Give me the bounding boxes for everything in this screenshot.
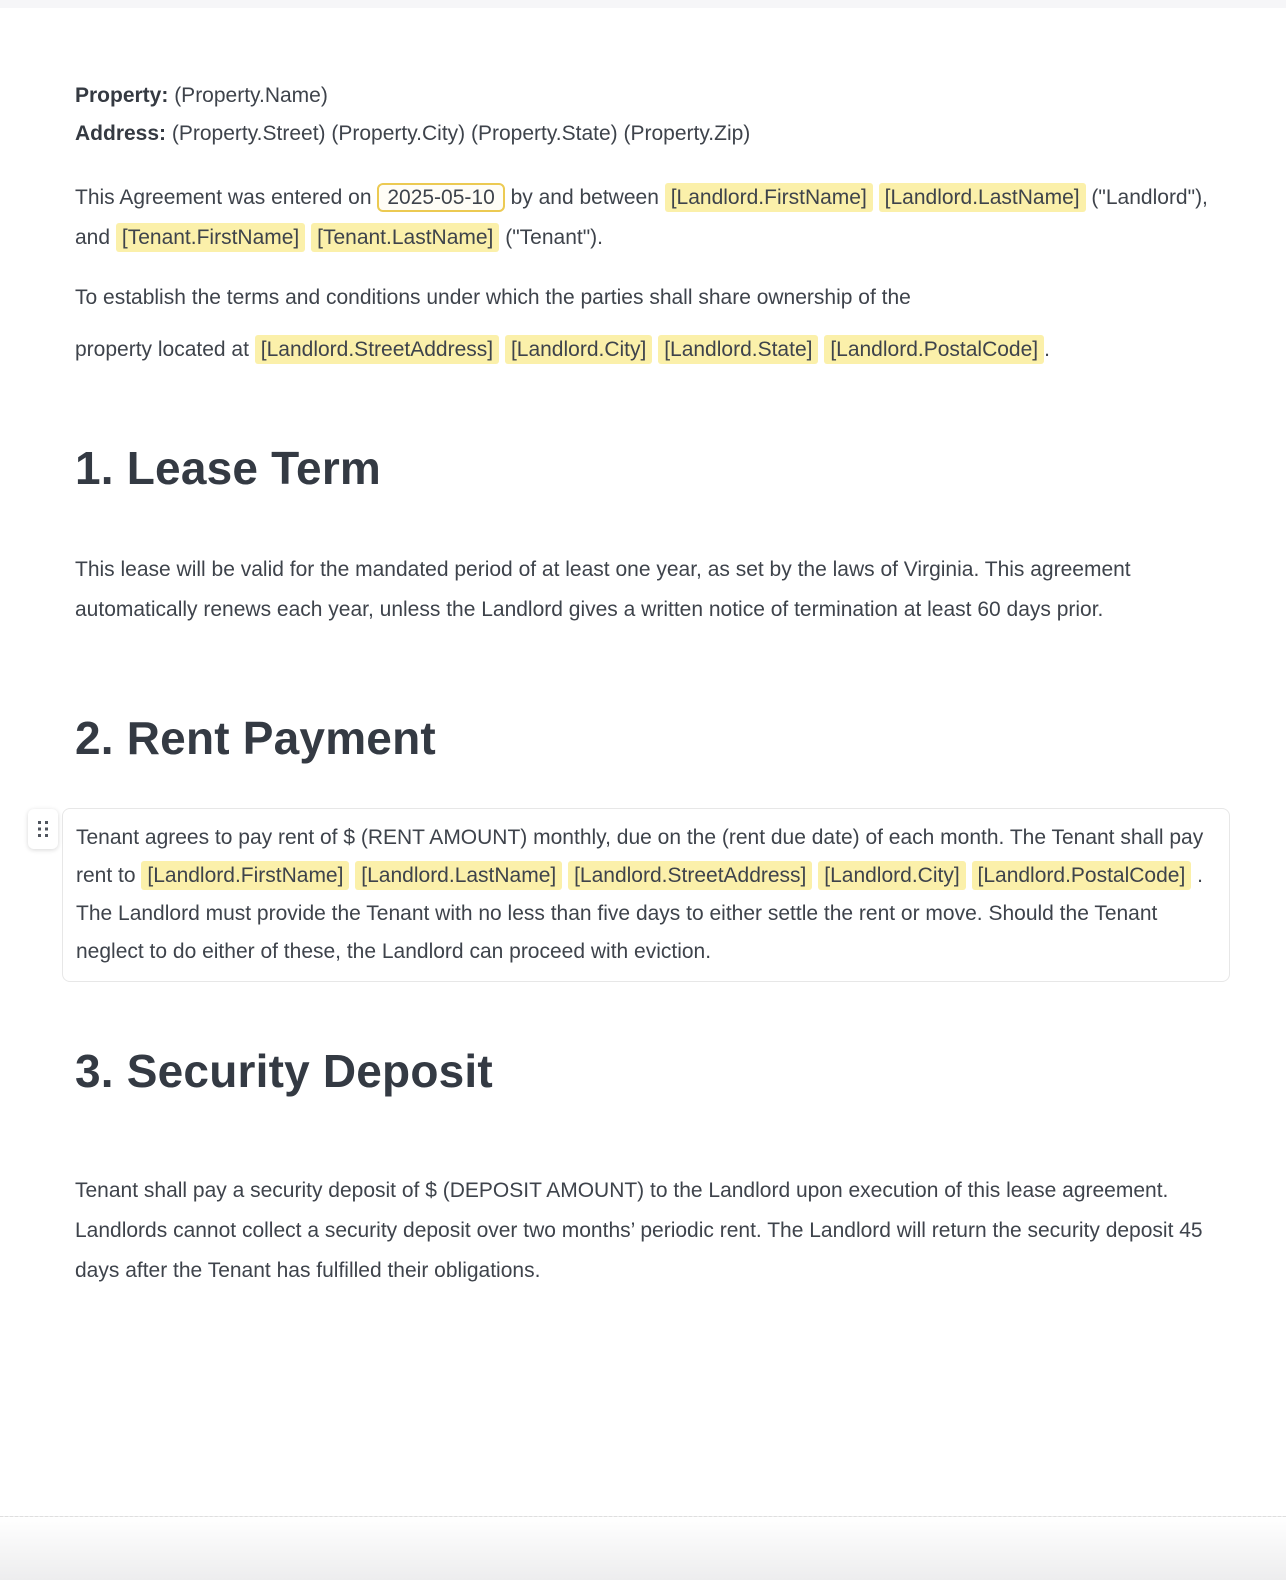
merge-field-token[interactable]: [Tenant.LastName]: [311, 223, 499, 252]
address-value: (Property.Street) (Property.City) (Property.State) (Property.Zip): [166, 122, 751, 145]
section-heading-security-deposit[interactable]: 3. Security Deposit: [75, 1045, 493, 1097]
merge-field-token[interactable]: [Landlord.City]: [818, 861, 965, 890]
text-run: Tenant agrees to pay rent of $ (RENT AMOUNT) monthly, due on the (rent due date) of each month. The Tenant shall pay rent to: [76, 826, 1204, 887]
text-run: . The Landlord must provide the Tenant with no less than five days to either settle the rent or move. Should the Tenant neglect to do either of these, the Landlord can proceed with eviction.: [76, 864, 1203, 963]
merge-field-token[interactable]: [Landlord.City]: [505, 335, 652, 364]
rent-payment-paragraph[interactable]: [76, 819, 1205, 971]
merge-field-token[interactable]: [Landlord.LastName]: [879, 183, 1086, 212]
drag-handle[interactable]: [28, 809, 58, 849]
merge-field-token[interactable]: [Landlord.PostalCode]: [972, 861, 1192, 890]
text-run: This Agreement was entered on: [75, 186, 378, 209]
lease-term-paragraph[interactable]: [75, 550, 1208, 630]
merge-field-token[interactable]: [Landlord.State]: [658, 335, 818, 364]
security-deposit-paragraph[interactable]: [75, 1171, 1208, 1291]
text-run: To establish the terms and conditions under which the parties shall share ownership of the: [75, 286, 911, 309]
rent-payment-block[interactable]: [62, 808, 1230, 982]
page-top-edge: [0, 0, 1286, 8]
property-info-block[interactable]: [75, 77, 1208, 153]
text-run: .: [1044, 338, 1050, 361]
property-line: [75, 77, 1208, 115]
merge-field-token[interactable]: [Landlord.StreetAddress]: [568, 861, 812, 890]
text-run: [873, 186, 879, 209]
address-line: [75, 115, 1208, 153]
text-run: Tenant shall pay a security deposit of $ (DEPOSIT AMOUNT) to the Landlord upon execution of this lease agreement. Landlords cannot collect a security deposit over two months’ periodic rent. The Landlord will return the security deposit 45 days after the Tenant has fulfilled their obligations.: [75, 1179, 1203, 1282]
property-label: Property:: [75, 84, 169, 107]
merge-field-token[interactable]: [Landlord.LastName]: [355, 861, 562, 890]
document-page: [0, 77, 1286, 1291]
merge-field-token[interactable]: [Tenant.FirstName]: [116, 223, 305, 252]
address-label: Address:: [75, 122, 167, 145]
agreement-intro-paragraph[interactable]: [75, 178, 1208, 258]
text-run: [966, 864, 972, 887]
text-run: ("Tenant").: [499, 226, 604, 249]
drag-dots-icon: [37, 820, 49, 838]
text-run: by and between: [504, 186, 665, 209]
text-run: This lease will be valid for the mandated period of at least one year, as set by the laws of Virginia. This agreement automatically renews each year, unless the Landlord gives a written notice of termination at least 60 days prior.: [75, 558, 1131, 621]
property-value: (Property.Name): [168, 84, 328, 107]
section-heading-lease-term[interactable]: 1. Lease Term: [75, 442, 382, 494]
text-run: ("Landlord"), and: [75, 186, 1208, 249]
agreement-purpose-paragraph[interactable]: [75, 272, 1208, 376]
section-heading-rent-payment[interactable]: 2. Rent Payment: [75, 712, 436, 764]
date-field[interactable]: 2025-05-10: [377, 183, 504, 212]
text-run: property located at: [75, 338, 255, 361]
merge-field-token[interactable]: [Landlord.FirstName]: [665, 183, 873, 212]
merge-field-token[interactable]: [Landlord.PostalCode]: [824, 335, 1044, 364]
merge-field-token[interactable]: [Landlord.FirstName]: [141, 861, 349, 890]
page-break-divider: [0, 1516, 1286, 1580]
merge-field-token[interactable]: [Landlord.StreetAddress]: [255, 335, 499, 364]
